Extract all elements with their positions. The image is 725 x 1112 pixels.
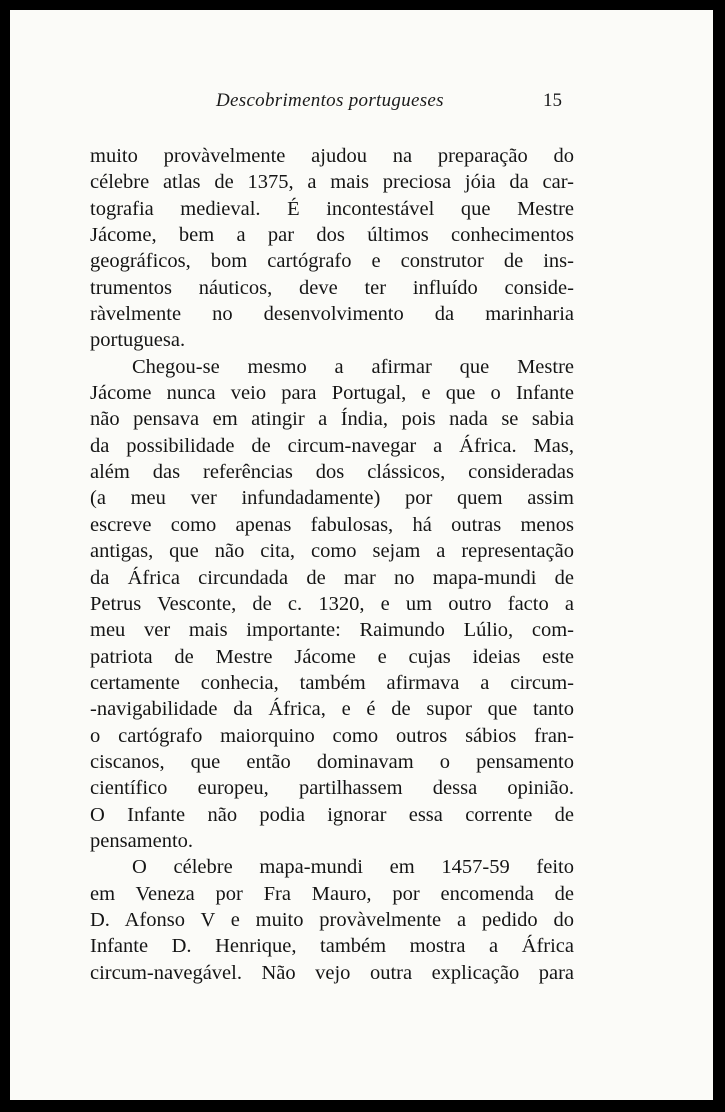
text-line: circum-navegável. Não vejo outra explicação para <box>90 961 574 984</box>
text-line: trumentos náuticos, deve ter influído conside- <box>90 276 574 299</box>
text-line: em Veneza por Fra Mauro, por encomenda de <box>90 882 574 905</box>
text-line: antigas, que não cita, como sejam a representação <box>90 540 574 563</box>
text-line: portuguesa. <box>90 329 186 352</box>
text-line: O célebre mapa-mundi em 1457-59 feito <box>132 856 574 879</box>
text-line: além das referências dos clássicos, consideradas <box>90 461 574 484</box>
text-line: tografia medieval. É incontestável que Mestre <box>90 197 574 220</box>
text-line: célebre atlas de 1375, a mais preciosa jóia da car- <box>90 171 574 194</box>
text-line: não pensava em atingir a Índia, pois nada se sabia <box>90 408 574 431</box>
text-line: Jácome, bem a par dos últimos conhecimentos <box>90 224 574 247</box>
text-line: O Infante não podia ignorar essa corrente de <box>90 803 574 826</box>
text-line: D. Afonso V e muito provàvelmente a pedido do <box>90 908 574 931</box>
text-line: pensamento. <box>90 829 194 852</box>
running-title: Descobrimentos portugueses <box>216 90 444 111</box>
text-line: Chegou-se mesmo a afirmar que Mestre <box>132 355 574 378</box>
text-line: (a meu ver infundadamente) por quem assim <box>90 487 574 510</box>
text-line: Jácome nunca veio para Portugal, e que o Infante <box>90 382 574 405</box>
text-line: científico europeu, partilhassem dessa opinião. <box>90 777 574 800</box>
text-line: muito provàvelmente ajudou na preparação do <box>90 145 574 167</box>
text-line: o cartógrafo maiorquino como outros sábios fran- <box>90 724 574 747</box>
body-text <box>90 143 574 986</box>
running-header <box>90 90 574 120</box>
text-line: da possibilidade de circum-navegar a África. Mas, <box>90 434 574 457</box>
text-line: geográficos, bom cartógrafo e construtor de ins- <box>90 250 574 273</box>
text-line: da África circundada de mar no mapa-mundi de <box>90 566 574 589</box>
text-line: patriota de Mestre Jácome e cujas ideias este <box>90 645 574 668</box>
text-line: certamente conhecia, também afirmava a circum- <box>90 671 574 694</box>
book-page <box>10 10 713 1100</box>
text-line: Petrus Vesconte, de c. 1320, e um outro facto a <box>90 592 574 615</box>
text-line: -navigabilidade da África, e é de supor que tanto <box>90 698 574 721</box>
text-line: escreve como apenas fabulosas, há outras menos <box>90 513 574 536</box>
text-line: Infante D. Henrique, também mostra a África <box>90 935 574 958</box>
text-line: meu ver mais importante: Raimundo Lúlio, com- <box>90 619 574 642</box>
text-line: ràvelmente no desenvolvimento da marinharia <box>90 303 574 326</box>
page-number: 15 <box>543 90 562 111</box>
text-line: ciscanos, que então dominavam o pensamento <box>90 750 574 773</box>
